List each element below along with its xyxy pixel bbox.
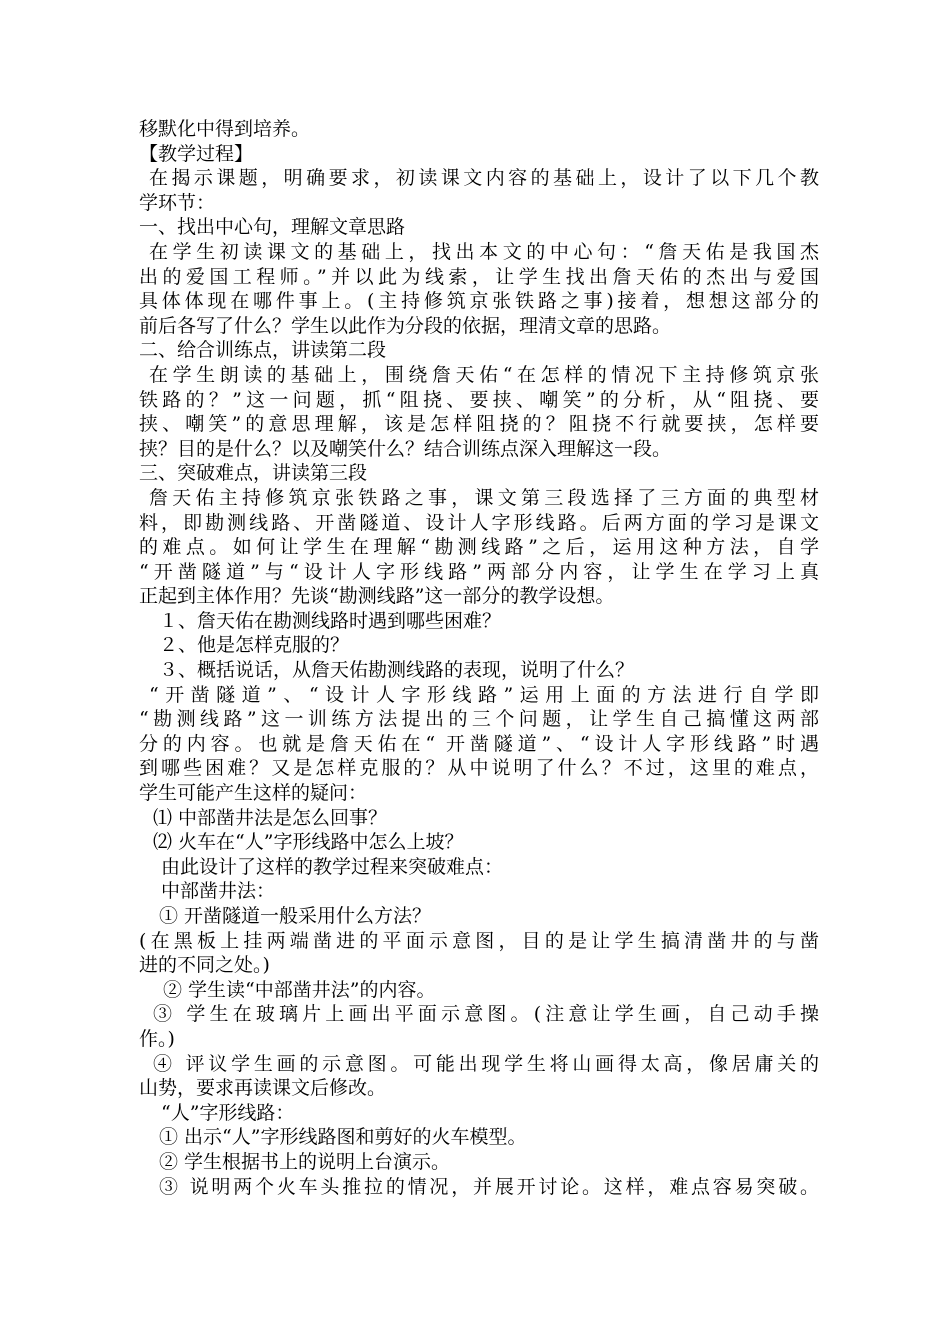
text-line: 分的内容。也就是詹天佑在“ 开凿隧道”、“设计人字形线路”时遇 bbox=[139, 732, 819, 755]
text-line: 在学生初读课文的基础上，找出本文的中心句：“詹天佑是我国杰 bbox=[149, 240, 819, 263]
text-line: ３、概括说话，从詹天佑勘测线路的表现，说明了什么？ bbox=[159, 659, 635, 682]
text-line: ２、他是怎样克服的？ bbox=[159, 634, 350, 657]
text-line: 挟？目的是什么？以及嘲笑什么？结合训练点深入理解这一段。 bbox=[139, 437, 672, 460]
text-line: ① 开凿隧道一般采用什么方法？ bbox=[159, 905, 432, 927]
text-line: “开凿隧道”与“设计人字形线路”两部分内容，让学生在学习上真 bbox=[139, 560, 819, 583]
text-line: 学环节： bbox=[139, 191, 216, 214]
text-line: 进的不同之处。) bbox=[139, 954, 270, 977]
text-line: 二、给合训练点，讲读第二段 bbox=[139, 339, 387, 362]
text-line: 到哪些困难？又是怎样克服的？从中说明了什么？不过，这里的难点， bbox=[139, 757, 819, 780]
text-line: 中部凿井法： bbox=[161, 880, 276, 903]
text-line: 【教学过程】 bbox=[139, 142, 254, 165]
text-line: 铁路的？”这一问题，抓“阻挠、要挟、嘲笑”的分析，从“阻挠、要 bbox=[139, 388, 819, 411]
text-line: 詹天佑主持修筑京张铁路之事，课文第三段选择了三方面的典型材 bbox=[149, 486, 819, 509]
text-line: ② 学生根据书上的说明上台演示。 bbox=[159, 1150, 451, 1173]
text-line: ② 学生读“中部凿井法”的内容。 bbox=[163, 978, 436, 1001]
text-line: “人”字形线路： bbox=[161, 1101, 295, 1124]
text-line: 出的爱国工程师。”并以此为线索，让学生找出詹天佑的杰出与爱国 bbox=[139, 265, 819, 288]
text-line: 料，即勘测线路、开凿隧道、设计人字形线路。后两方面的学习是课文 bbox=[139, 511, 819, 534]
text-line: 前后各写了什么？学生以此作为分段的依据，理清文章的思路。 bbox=[139, 314, 672, 337]
text-line: 三、突破难点，讲读第三段 bbox=[139, 462, 368, 485]
text-line: 挟、嘲笑”的意思理解，该是怎样阻挠的？阻挠不行就要挟，怎样要 bbox=[139, 413, 819, 436]
text-line: ⑴ 中部凿井法是怎么回事？ bbox=[153, 806, 388, 829]
document-page bbox=[139, 117, 819, 1199]
text-line: ③ 学生在玻璃片上画出平面示意图。(注意让学生画，自己动手操 bbox=[153, 1003, 819, 1026]
text-line: 作。) bbox=[139, 1027, 175, 1050]
text-line: 在揭示课题，明确要求，初读课文内容的基础上，设计了以下几个教 bbox=[149, 167, 819, 190]
text-line: ⑵ 火车在“人”字形线路中怎么上坡？ bbox=[153, 831, 464, 854]
text-line: 由此设计了这样的教学过程来突破难点： bbox=[161, 855, 504, 878]
text-line: 的难点。如何让学生在理解“勘测线路”之后，运用这种方法，自学 bbox=[139, 536, 819, 559]
text-line: “勘测线路”这一训练方法提出的三个问题，让学生自己搞懂这两部 bbox=[139, 708, 819, 731]
text-line: “开凿隧道”、“设计人字形线路”运用上面的方法进行自学即 bbox=[149, 683, 819, 706]
text-line: ① 出示“人”字形线路图和剪好的火车模型。 bbox=[159, 1126, 527, 1149]
text-line: 正起到主体作用？先谈“勘测线路”这一部分的教学设想。 bbox=[139, 585, 615, 608]
text-line: 山势，要求再读课文后修改。 bbox=[139, 1077, 387, 1100]
text-line: 学生可能产生这样的疑问： bbox=[139, 782, 368, 805]
text-line: (在黑板上挂两端凿进的平面示意图，目的是让学生搞清凿井的与凿 bbox=[139, 929, 819, 952]
text-line: ③ 说明两个火车头推拉的情况，并展开讨论。这样，难点容易突破。 bbox=[159, 1175, 819, 1198]
text-line: 一、找出中心句，理解文章思路 bbox=[139, 216, 406, 239]
text-line: 具体体现在哪件事上。(主持修筑京张铁路之事)接着，想想这部分的 bbox=[139, 290, 819, 313]
text-line: 在学生朗读的基础上，围绕詹天佑“在怎样的情况下主持修筑京张 bbox=[149, 363, 819, 386]
text-line: 移默化中得到培养。 bbox=[139, 118, 311, 140]
text-line: ④ 评议学生画的示意图。可能出现学生将山画得太高，像居庸关的 bbox=[153, 1052, 819, 1075]
text-line: １、詹天佑在勘测线路时遇到哪些困难？ bbox=[159, 609, 502, 632]
